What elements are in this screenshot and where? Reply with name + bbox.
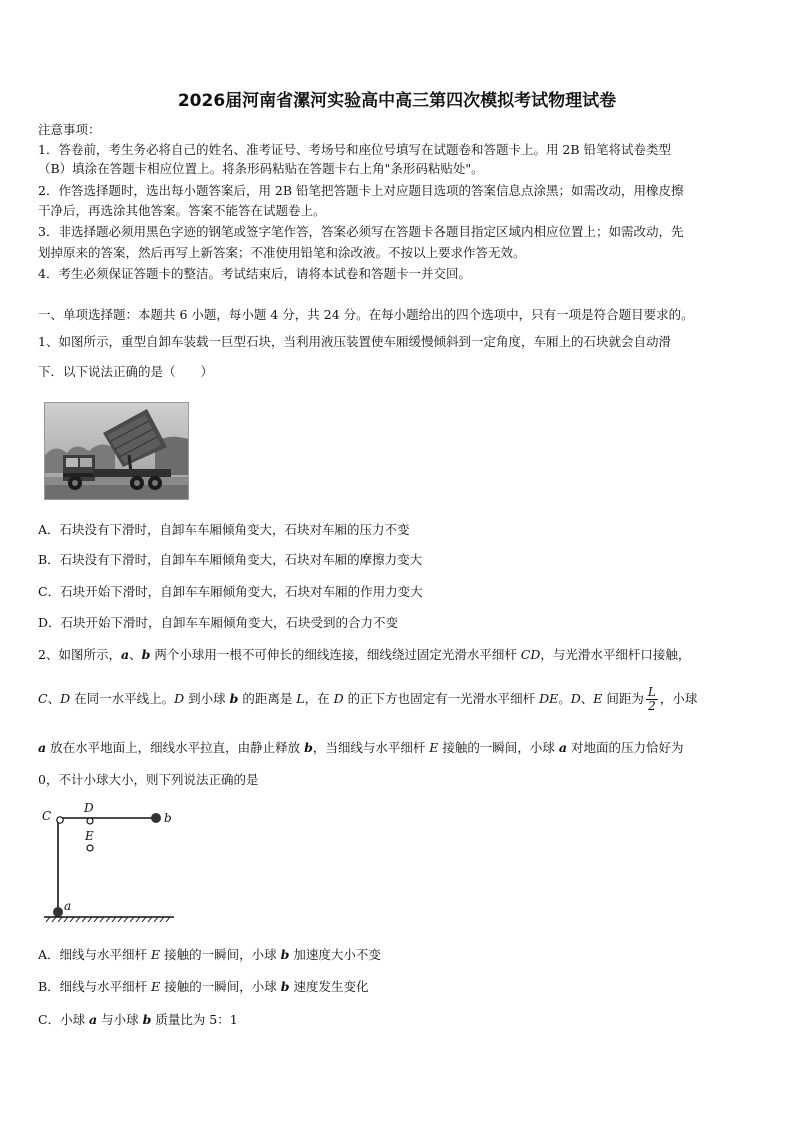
var-a: a — [558, 740, 567, 755]
dump-truck-photo — [44, 402, 189, 500]
fraction-denominator: 2 — [648, 699, 656, 713]
text: 2、如图所示， — [38, 647, 121, 662]
var-d: D — [570, 691, 581, 706]
question-2-option-a — [38, 946, 760, 963]
text: ，与光滑水平细杆口接触， — [540, 647, 691, 662]
fraction-numerator: L — [647, 685, 656, 699]
notice-heading: 注意事项： — [38, 122, 101, 137]
var-b: b — [304, 740, 313, 755]
text: 、 — [580, 691, 594, 706]
var-e: E — [429, 740, 439, 755]
notice-item: （B）填涂在答题卡相应位置上。将条形码粘贴在答题卡右上角"条形码粘贴处"。 — [38, 161, 484, 176]
rod-c — [57, 817, 63, 823]
question-1-option-d: D．石块开始下滑时，自卸车车厢倾角变大，石块受到的合力不变 — [38, 615, 399, 630]
label-c: C — [42, 809, 52, 823]
question-2-option-c — [38, 1011, 760, 1028]
notice-item: 3．非选择题必须用黑色字迹的钢笔或签字笔作答，答案必须写在答题卡各题目指定区域内相应位置上；如需改动，先 — [38, 224, 684, 239]
rod-string-diagram — [38, 798, 188, 924]
text: ，在 — [304, 691, 334, 706]
label-a: a — [64, 899, 72, 913]
question-1-option-b: B．石块没有下滑时，自卸车车厢倾角变大，石块对车厢的摩擦力变大 — [38, 552, 423, 567]
var: b — [142, 1012, 152, 1027]
question-2-option-b — [38, 978, 760, 995]
var-b: b — [141, 647, 151, 662]
notice-item: 2．作答选择题时，选出每小题答案后，用 2B 铅笔把答题卡上对应题目选项的答案信息点涂黑；如需改动，用橡皮擦 — [38, 183, 684, 198]
text: 的距离是 — [238, 691, 297, 706]
text: 间距为 — [602, 691, 644, 706]
var-d: D — [60, 691, 71, 706]
text: 在同一水平线上。 — [70, 691, 175, 706]
notice-item: 1．答卷前，考生务必将自己的姓名、准考证号、考场号和座位号填写在试题卷和答题卡上。用 2B 铅笔将试卷类型 — [38, 142, 672, 157]
question-1-stem: 1、如图所示，重型自卸车装载一巨型石块，当利用液压装置使车厢缓慢倾斜到一定角度，车厢上的石块就会自动滑 — [38, 334, 671, 349]
question-2-stem-line3 — [38, 739, 760, 756]
ball-b — [151, 813, 161, 823]
text: C．小球 — [38, 1012, 90, 1027]
text: 放在水平地面上，细线水平拉直，由静止释放 — [46, 740, 305, 755]
text: 的正下方也固定有一光滑水平细杆 — [343, 691, 540, 706]
var-c: C — [38, 691, 48, 706]
var-de: DE — [539, 691, 559, 706]
label-b: b — [164, 811, 172, 825]
text: ，小球 — [659, 691, 698, 706]
text: 到小球 — [184, 691, 230, 706]
var-b: b — [229, 691, 239, 706]
var: E — [151, 979, 161, 994]
var-a: a — [38, 740, 47, 755]
var-d: D — [174, 691, 185, 706]
text: 两个小球用一根不可伸长的细线连接，细线绕过固定光滑水平细杆 — [150, 647, 521, 662]
text: 、 — [47, 691, 61, 706]
rod-d — [87, 818, 93, 824]
notice-item: 干净后，再选涂其他答案。答案不能答在试题卷上。 — [38, 203, 326, 218]
notice-item: 4．考生必须保证答题卡的整洁。考试结束后，请将本试卷和答题卡一并交回。 — [38, 266, 471, 281]
fraction-l-over-2 — [646, 686, 658, 713]
var: b — [280, 947, 290, 962]
section-heading: 一、单项选择题：本题共 6 小题，每小题 4 分，共 24 分。在每小题给出的四个选项中，只有一项是符合题目要求的。 — [38, 307, 694, 322]
text: 与小球 — [97, 1012, 143, 1027]
text: B．细线与水平细杆 — [38, 979, 152, 994]
text: 接触的一瞬间，小球 — [160, 979, 281, 994]
var-a: a — [120, 647, 130, 662]
var-d: D — [333, 691, 344, 706]
ground-hatch — [46, 917, 170, 922]
text: 。 — [558, 691, 571, 706]
var: b — [280, 979, 290, 994]
text: 接触的一瞬间，小球 — [438, 740, 559, 755]
question-2-stem-line2 — [38, 686, 760, 713]
text: A．细线与水平细杆 — [38, 947, 152, 962]
text: 加速度大小不变 — [289, 947, 381, 962]
text: ，当细线与水平细杆 — [312, 740, 430, 755]
text: 对地面的压力恰好为 — [566, 740, 684, 755]
question-1-option-c: C．石块开始下滑时，自卸车车厢倾角变大，石块对车厢的作用力变大 — [38, 584, 423, 599]
rod-e — [87, 845, 93, 851]
label-e: E — [85, 829, 94, 843]
question-1-option-a: A．石块没有下滑时，自卸车车厢倾角变大，石块对车厢的压力不变 — [38, 522, 410, 537]
text: 、 — [129, 647, 142, 662]
text: 质量比为 5：1 — [151, 1012, 238, 1027]
var-l: L — [296, 691, 305, 706]
var: a — [89, 1012, 98, 1027]
var: E — [151, 947, 161, 962]
question-2-stem-line4: 0，不计小球大小，则下列说法正确的是 — [38, 772, 259, 787]
text: 接触的一瞬间，小球 — [160, 947, 281, 962]
label-d: D — [84, 801, 94, 815]
question-2-stem-line1 — [38, 646, 760, 663]
var-e: E — [593, 691, 603, 706]
var-cd: CD — [520, 647, 541, 662]
ball-a — [53, 907, 63, 917]
text: 速度发生变化 — [289, 979, 369, 994]
page-title: 2026届河南省漯河实验高中高三第四次模拟考试物理试卷 — [177, 91, 617, 111]
question-1-stem-cont: 下．以下说法正确的是（ ） — [38, 364, 214, 379]
notice-item: 划掉原来的答案，然后再写上新答案；不准使用铅笔和涂改液。不按以上要求作答无效。 — [38, 245, 526, 260]
